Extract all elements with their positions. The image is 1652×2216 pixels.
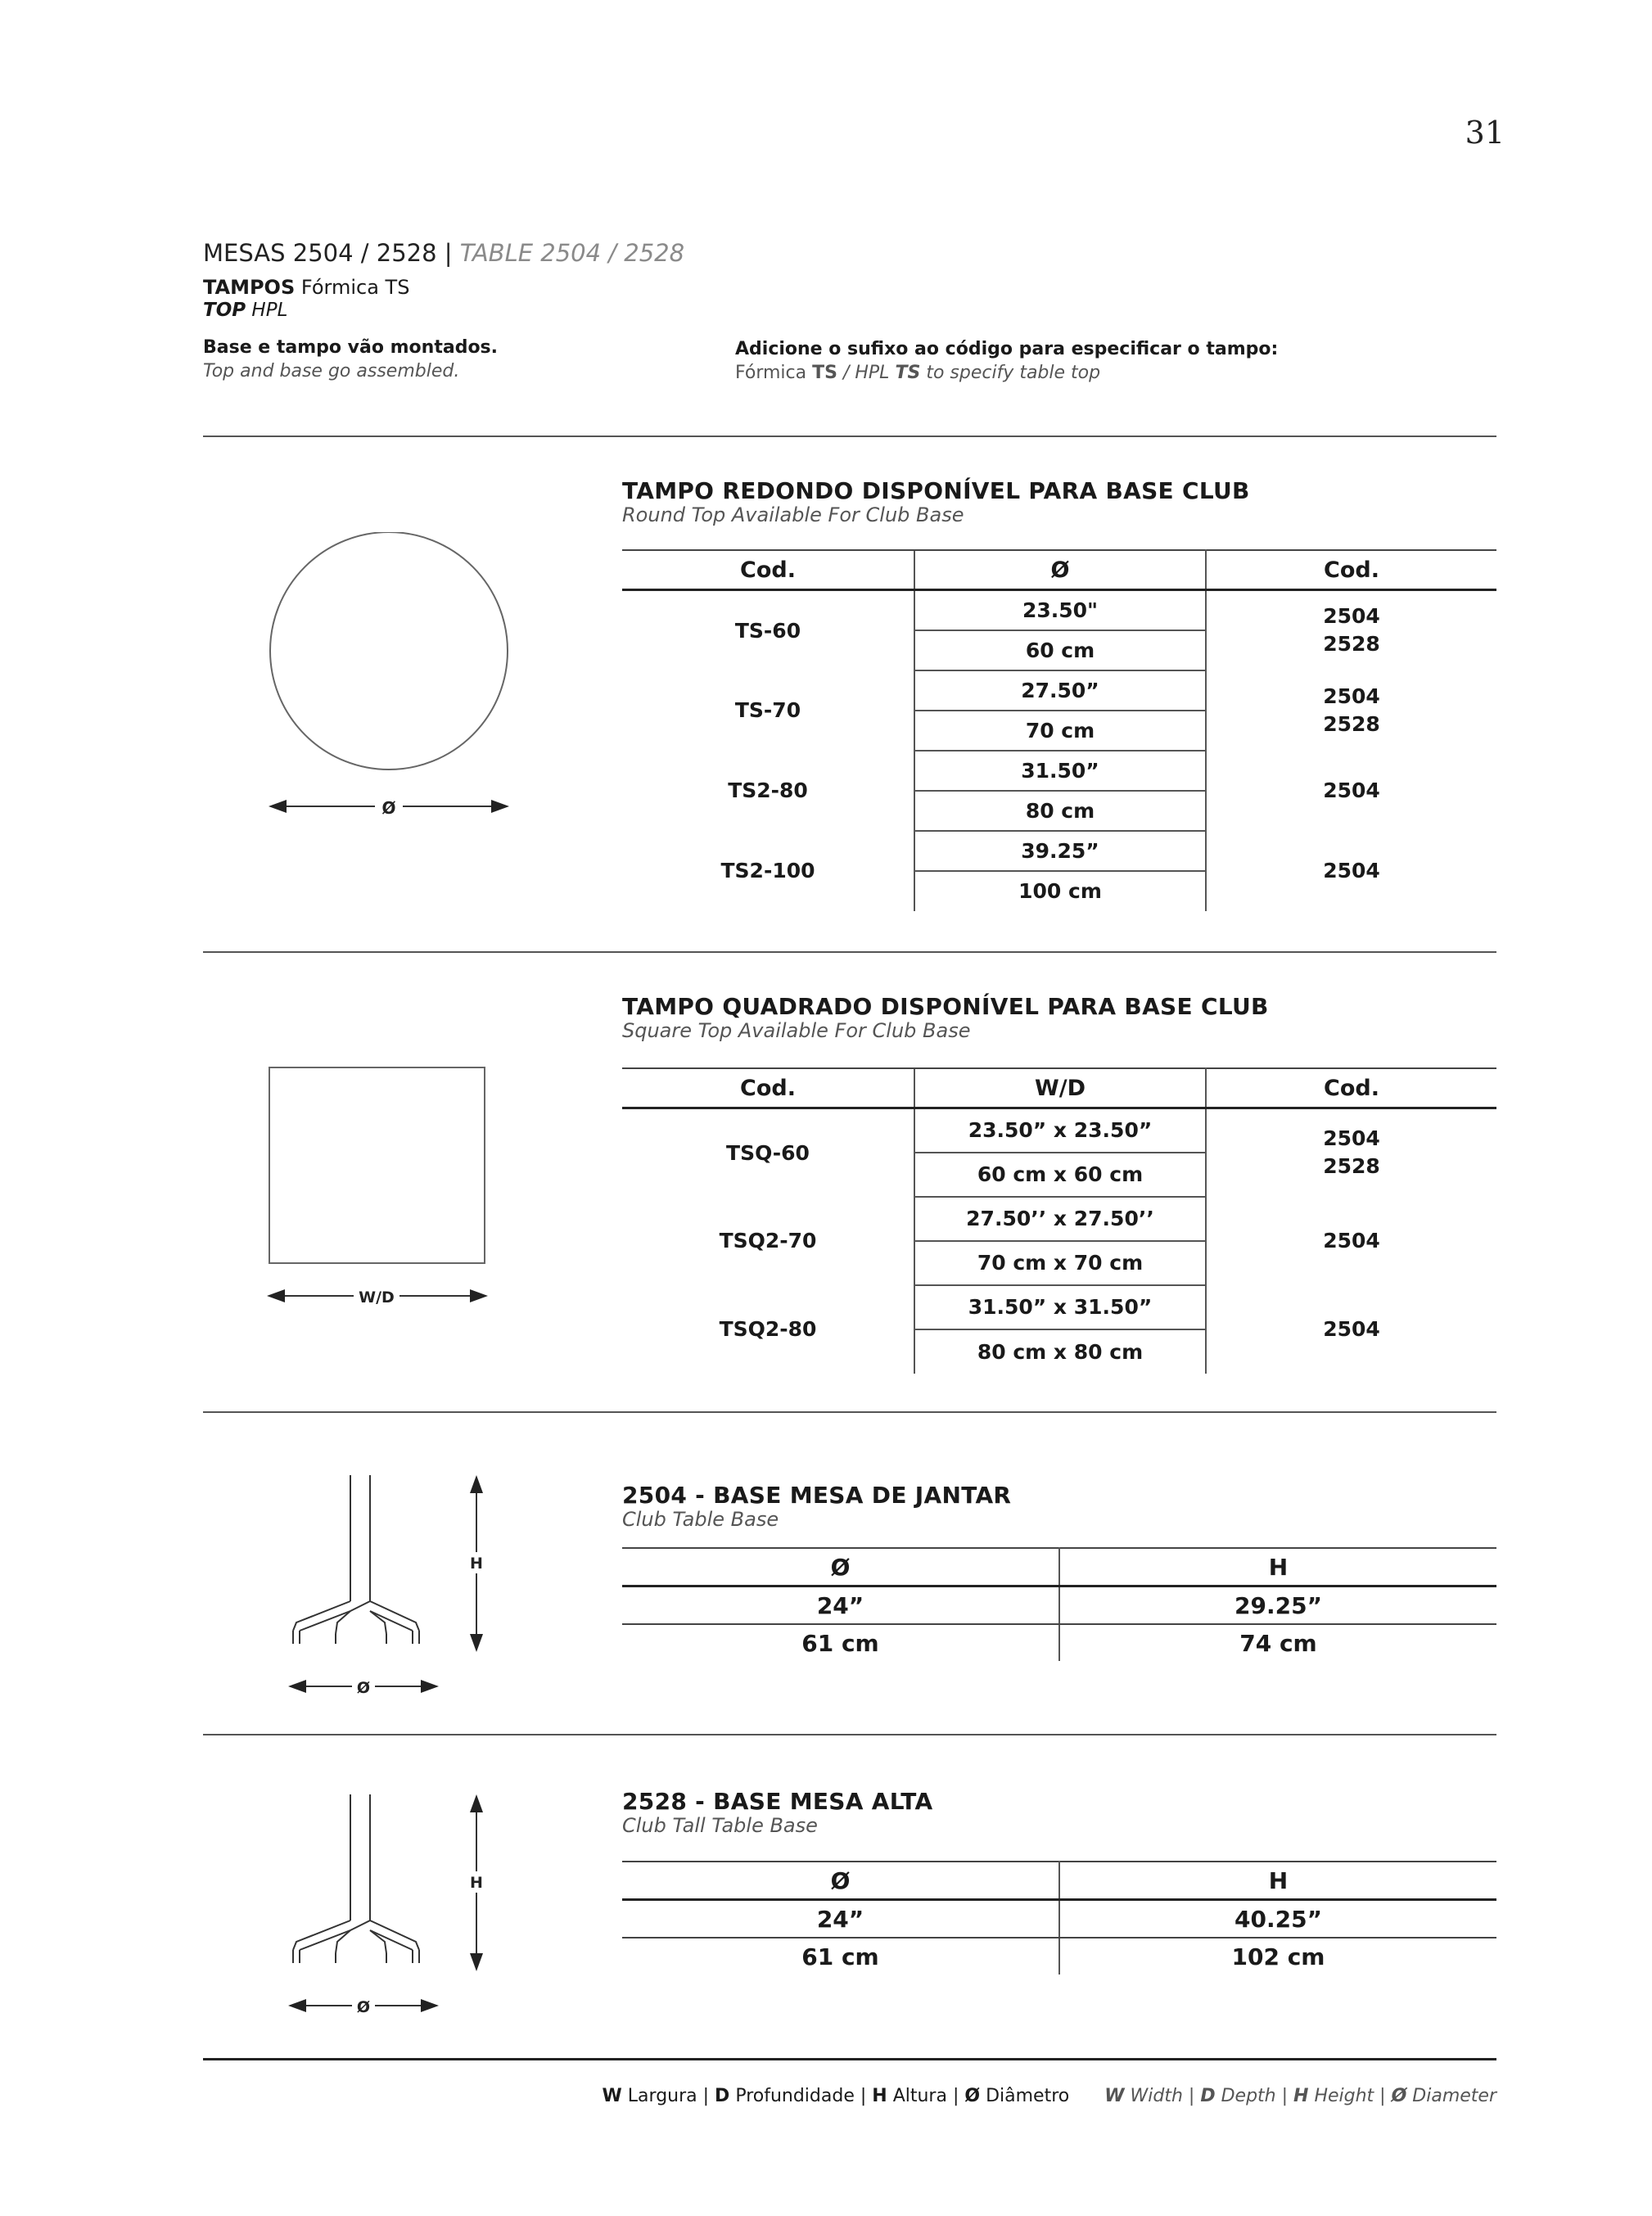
round-inch-0: 23.50"	[914, 590, 1206, 630]
title-main: MESAS 2504 / 2528 |	[203, 239, 453, 267]
divider	[203, 1411, 1496, 1413]
round-cm-2: 80 cm	[914, 791, 1206, 831]
round-base-2: 2504	[1323, 779, 1380, 802]
legend-en-o: Ø	[1391, 2086, 1407, 2106]
base-2504-height-label: H	[470, 1555, 483, 1573]
divider	[203, 951, 1496, 953]
square-top-drawing	[262, 1064, 499, 1310]
round-code-1: TS-70	[734, 698, 801, 722]
round-diameter-label: Ø	[381, 798, 396, 818]
round-base-3: 2504	[1323, 859, 1380, 882]
square-code-1: TSQ2-70	[719, 1229, 817, 1252]
legend-d-pt: Profundidade |	[735, 2086, 867, 2106]
base-2528-cm-height: 102 cm	[1231, 1943, 1325, 1970]
round-inch-2: 31.50”	[914, 751, 1206, 791]
round-base-0: 2504 2528	[1323, 604, 1380, 657]
base-2528-header-diameter: Ø	[622, 1862, 1059, 1900]
tampos-label: TAMPOS	[203, 276, 296, 299]
square-top-outline	[269, 1067, 485, 1263]
top-label: TOP	[203, 300, 246, 321]
round-inch-1: 27.50”	[914, 670, 1206, 711]
base-2504-inch-height: 29.25”	[1059, 1586, 1496, 1625]
square-base-2: 2504	[1323, 1317, 1380, 1341]
arrow-right-icon	[470, 1289, 488, 1302]
round-code-2: TS2-80	[728, 779, 808, 802]
suffix-hpl: / HPL	[842, 363, 890, 383]
base-2528-drawing	[278, 1789, 508, 2019]
base-2504-diam-label: Ø	[356, 1679, 371, 1697]
round-cm-3: 100 cm	[914, 871, 1206, 911]
base-2504-title: 2504 - BASE MESA DE JANTAR	[622, 1482, 1012, 1509]
suffix-note-pt: Adicione o sufixo ao código para especificar o tampo:	[735, 339, 1279, 359]
base-2504-subtitle: Club Table Base	[622, 1508, 779, 1531]
arrow-down-icon	[470, 1634, 483, 1652]
base-2504-drawing	[278, 1470, 508, 1699]
square-cm-2: 80 cm x 80 cm	[914, 1329, 1206, 1374]
round-code-3: TS2-100	[720, 859, 815, 882]
base-2528-inch-height: 40.25”	[1059, 1900, 1496, 1938]
base-2528-table	[622, 1861, 1496, 1975]
square-inch-2: 31.50” x 31.50”	[914, 1285, 1206, 1329]
round-top-drawing	[262, 532, 524, 827]
legend-en-d: D	[1200, 2086, 1216, 2106]
square-inch-1: 27.50’’ x 27.50’’	[914, 1197, 1206, 1241]
round-title: TAMPO REDONDO DISPONÍVEL PARA BASE CLUB	[622, 477, 1250, 504]
base-2504-cm-height: 74 cm	[1239, 1629, 1317, 1657]
square-base-1: 2504	[1323, 1229, 1380, 1252]
legend-en-w: W	[1104, 2086, 1125, 2106]
round-table	[622, 549, 1496, 911]
legend-w: W	[602, 2086, 622, 2106]
arrow-left-icon	[267, 1289, 285, 1302]
base-2504-cm-diameter: 61 cm	[622, 1624, 1059, 1661]
divider	[203, 1734, 1496, 1735]
square-header-wd: W/D	[914, 1068, 1206, 1108]
arrow-right-icon	[421, 1999, 439, 2012]
round-cm-0: 60 cm	[914, 630, 1206, 670]
legend-en-h: H	[1293, 2086, 1309, 2106]
base-2528-outline	[293, 1794, 419, 1963]
square-inch-0: 23.50” x 23.50”	[914, 1108, 1206, 1153]
suffix-note	[735, 339, 1278, 383]
assembly-note-pt: Base e tampo vão montados.	[203, 337, 499, 358]
footer-divider	[203, 2058, 1496, 2060]
base-2504-header-diameter: Ø	[622, 1548, 1059, 1586]
round-code-0: TS-60	[734, 618, 801, 643]
square-table	[622, 1067, 1496, 1374]
square-header-base: Cod.	[1206, 1068, 1496, 1108]
round-top-outline	[270, 532, 508, 770]
suffix-ts-1: TS	[812, 363, 837, 383]
arrow-up-icon	[470, 1475, 483, 1493]
legend-english	[1104, 2086, 1496, 2106]
round-cm-1: 70 cm	[914, 711, 1206, 751]
arrow-right-icon	[421, 1680, 439, 1693]
base-2528-subtitle: Club Tall Table Base	[622, 1814, 818, 1837]
square-header-code: Cod.	[622, 1068, 914, 1108]
footer-legend	[603, 2086, 1496, 2106]
suffix-en: to specify table top	[926, 363, 1101, 383]
suffix-note-detail	[735, 363, 1278, 383]
legend-o: Ø	[964, 2086, 981, 2106]
round-header-diameter: Ø	[914, 550, 1206, 590]
tampos-line	[203, 276, 409, 299]
tampos-value: Fórmica TS	[300, 276, 410, 299]
suffix-formica: Fórmica	[735, 363, 807, 383]
base-2504-table	[622, 1547, 1496, 1661]
square-base-0: 2504 2528	[1323, 1126, 1380, 1179]
base-2528-header-height: H	[1059, 1862, 1496, 1900]
arrow-left-icon	[288, 1680, 306, 1693]
suffix-ts-2: TS	[895, 363, 921, 383]
legend-w-pt: Largura |	[627, 2086, 710, 2106]
square-subtitle: Square Top Available For Club Base	[622, 1019, 971, 1042]
square-title: TAMPO QUADRADO DISPONÍVEL PARA BASE CLUB	[622, 993, 1269, 1020]
page-title	[203, 239, 684, 267]
arrow-up-icon	[470, 1794, 483, 1812]
legend-en-w-text: Width |	[1130, 2086, 1195, 2106]
square-wd-label: W/D	[359, 1289, 395, 1307]
legend-en-o-text: Diameter	[1412, 2086, 1496, 2106]
base-2528-diam-label: Ø	[356, 1998, 371, 2016]
top-line	[203, 300, 287, 321]
round-base-1: 2504 2528	[1323, 684, 1380, 736]
legend-en-h-text: Height |	[1314, 2086, 1386, 2106]
base-2528-inch-diameter: 24”	[622, 1900, 1059, 1938]
legend-en-d-text: Depth |	[1221, 2086, 1289, 2106]
legend-o-pt: Diâmetro	[986, 2086, 1070, 2106]
square-code-0: TSQ-60	[726, 1140, 810, 1165]
round-subtitle: Round Top Available For Club Base	[622, 503, 964, 526]
arrow-right-icon	[491, 800, 509, 813]
arrow-left-icon	[288, 1999, 306, 2012]
title-english: TABLE 2504 / 2528	[459, 239, 685, 267]
round-header-base: Cod.	[1206, 550, 1496, 590]
page-number: 31	[1465, 115, 1505, 151]
legend-d: D	[715, 2086, 730, 2106]
legend-h-pt: Altura |	[892, 2086, 959, 2106]
base-2528-cm-diameter: 61 cm	[622, 1938, 1059, 1975]
base-2504-header-height: H	[1059, 1548, 1496, 1586]
square-cm-1: 70 cm x 70 cm	[914, 1241, 1206, 1285]
assembly-note-en: Top and base go assembled.	[203, 361, 460, 381]
round-inch-3: 39.25”	[914, 831, 1206, 871]
assembly-note	[203, 337, 498, 381]
round-header-code: Cod.	[622, 550, 914, 590]
legend-h: H	[872, 2086, 887, 2106]
divider	[203, 436, 1496, 437]
arrow-down-icon	[470, 1953, 483, 1971]
base-2528-height-label: H	[470, 1874, 483, 1892]
base-2504-outline	[293, 1475, 419, 1644]
arrow-left-icon	[269, 800, 287, 813]
base-2504-inch-diameter: 24”	[622, 1586, 1059, 1625]
base-2528-title: 2528 - BASE MESA ALTA	[622, 1788, 933, 1815]
top-value: HPL	[251, 300, 288, 321]
square-code-2: TSQ2-80	[719, 1317, 817, 1341]
square-cm-0: 60 cm x 60 cm	[914, 1153, 1206, 1197]
